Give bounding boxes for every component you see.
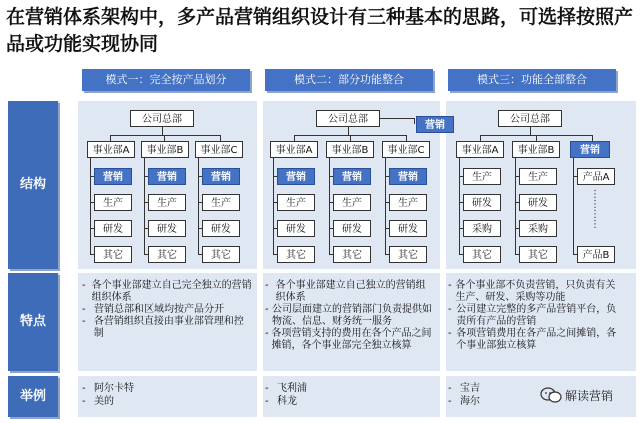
production-box: 生产	[94, 194, 132, 211]
example-text: 美的	[94, 396, 114, 407]
label-gap	[60, 101, 78, 417]
marketing-box: 营销	[389, 168, 427, 185]
production-box: 生产	[277, 194, 315, 211]
page-title: 在营销体系架构中，多产品营销组织设计有三种基本的思路，可选择按照产品或功能实现协同	[6, 6, 634, 55]
other-box: 其它	[519, 246, 557, 263]
mode-3-features: - 各个事业部不负责营销，只负责有关生产、研发、采购等功能 - 公司建立完整的多产品营销平台，负责所有产品的营销 - 各项营销费用在各产品之间摊销，各个事业部独立核算	[448, 280, 622, 352]
rnd-box: 研发	[333, 220, 371, 237]
feature-text: 各项营销支持的费用在各个产品之间摊销，各个事业部完全独立核算	[271, 328, 432, 351]
feature-text: 各个事业部建立自己独立的营销组织体系	[275, 280, 426, 303]
structure-label: 结构	[8, 101, 58, 269]
marketing-box: 营销	[148, 168, 186, 185]
other-box: 其它	[463, 246, 501, 263]
rnd-box: 研发	[277, 220, 315, 237]
product-a-box: 产品A	[577, 168, 615, 185]
feature-text: 公司建立完整的多产品营销平台，负责所有产品的营销	[456, 304, 617, 327]
bu-a-box: 事业部A	[87, 141, 135, 158]
mode-2-features: - 各个事业部建立自己独立的营销组织体系 - 公司层面建立的营销部门负责提供如物流、信息、财务统一服务 - 各项营销支持的费用在各个产品之间摊销，各个事业部完全独立核算	[265, 280, 435, 352]
marketing-box: 营销	[94, 168, 132, 185]
marketing-box: 营销	[333, 168, 371, 185]
feature-text: 各个事业部不负责营销，只负责有关生产、研发、采购等功能	[455, 280, 616, 303]
rnd-box: 研发	[202, 220, 240, 237]
watermark-text: 解读营销	[565, 388, 614, 403]
mode-1-examples: - 阿尔卡特 - 美的	[82, 383, 134, 407]
other-box: 其它	[277, 246, 315, 263]
feature-text: 各项营销费用在各产品之间摊销，各个事业部独立核算	[456, 328, 617, 351]
hq-box: 公司总部	[130, 110, 194, 127]
column-separator	[440, 101, 446, 417]
procurement-box: 采购	[463, 220, 501, 237]
marketing-box: 营销	[202, 168, 240, 185]
rnd-box: 研发	[94, 220, 132, 237]
example-text: 宝吉	[460, 383, 480, 394]
mode-2-header: 模式二：部分功能整合	[265, 69, 433, 91]
central-marketing-box: 营销	[416, 116, 454, 133]
example-text: 科龙	[277, 396, 297, 407]
bu-b-box: 事业部B	[326, 141, 374, 158]
bu-a-box: 事业部A	[270, 141, 318, 158]
example-text: 飞利浦	[277, 383, 307, 394]
production-box: 生产	[148, 194, 186, 211]
mode-1-features: - 各个事业部建立自己完全独立的营销组织体系 - 营销总部和区域均按产品分开 - 各营销组织直接由事业部管理和控制	[82, 280, 252, 339]
example-text: 阿尔卡特	[94, 383, 134, 394]
feature-text: 各营销组织直接由事业部管理和控制	[93, 316, 244, 339]
production-box: 生产	[333, 194, 371, 211]
other-box: 其它	[148, 246, 186, 263]
production-box: 生产	[389, 194, 427, 211]
watermark	[540, 386, 613, 404]
central-marketing-box: 营销	[570, 141, 610, 158]
mode-3-header: 模式三：功能全部整合	[448, 69, 616, 91]
wechat-icon	[540, 386, 562, 404]
bu-b-box: 事业部B	[141, 141, 189, 158]
production-box: 生产	[519, 168, 557, 185]
hq-box: 公司总部	[316, 110, 380, 127]
rnd-box: 研发	[463, 194, 501, 211]
bu-c-box: 事业部C	[382, 141, 430, 158]
product-b-box: 产品B	[577, 246, 615, 263]
hq-box: 公司总部	[498, 110, 562, 127]
rnd-box: 研发	[519, 194, 557, 211]
procurement-box: 采购	[519, 220, 557, 237]
feature-text: 各个事业部建立自己完全独立的营销组织体系	[91, 280, 252, 303]
bu-b-box: 事业部B	[512, 141, 560, 158]
column-separator	[257, 101, 263, 417]
mode-1-header: 模式一：完全按产品划分	[82, 69, 250, 91]
other-box: 其它	[389, 246, 427, 263]
other-box: 其它	[94, 246, 132, 263]
mode-3-examples: - 宝吉 - 海尔	[448, 383, 480, 407]
example-text: 海尔	[460, 396, 480, 407]
marketing-box: 营销	[277, 168, 315, 185]
other-box: 其它	[333, 246, 371, 263]
mode-2-examples: - 飞利浦 - 科龙	[265, 383, 307, 407]
feature-text: 公司层面建立的营销部门负责提供如物流、信息、财务统一服务	[271, 304, 432, 327]
examples-label: 举例	[8, 376, 58, 417]
bu-c-box: 事业部C	[195, 141, 243, 158]
other-box: 其它	[202, 246, 240, 263]
production-box: 生产	[463, 168, 501, 185]
bu-a-box: 事业部A	[456, 141, 504, 158]
rnd-box: 研发	[389, 220, 427, 237]
production-box: 生产	[202, 194, 240, 211]
rnd-box: 研发	[148, 220, 186, 237]
feature-text: 营销总部和区域均按产品分开	[94, 304, 224, 315]
features-label: 特点	[8, 273, 58, 371]
